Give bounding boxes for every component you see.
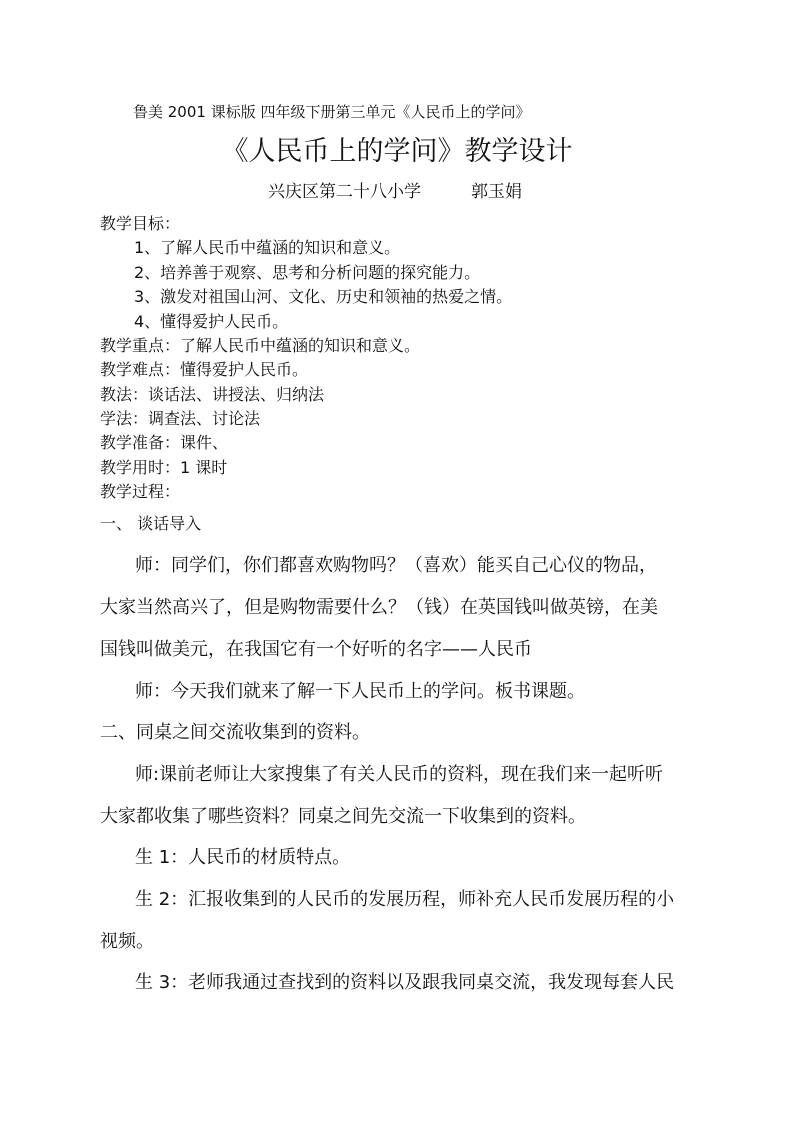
process-label: 教学过程： — [100, 482, 181, 501]
goal-item: 2、培养善于观察、思考和分析问题的探究能力。 — [134, 263, 481, 282]
paragraph-line: 师：今天我们就来了解一下人民币上的学问。板书课题。 — [135, 681, 585, 702]
school-name: 兴庆区第二十八小学 — [268, 182, 421, 202]
goal-item: 1、了解人民币中蕴涵的知识和意义。 — [134, 238, 401, 257]
paragraph-line: 师：同学们，你们都喜欢购物吗？（喜欢）能买自己心仪的物品， — [135, 555, 657, 576]
section-heading: 一、 谈话导入 — [100, 514, 202, 533]
paragraph-line: 生 2：汇报收集到的人民币的发展历程，师补充人民币发展历程的小 — [135, 889, 675, 910]
goals-label: 教学目标： — [100, 214, 181, 233]
document-title: 《人民币上的学问》教学设计 — [221, 136, 573, 167]
paragraph-line: 师:课前老师让大家搜集了有关人民币的资料，现在我们来一起听听 — [135, 764, 664, 785]
goal-item: 3、激发对祖国山河、文化、历史和领袖的热爱之情。 — [134, 287, 513, 306]
preparation: 教学准备：课件、 — [100, 433, 229, 452]
learning-method: 学法：调查法、讨论法 — [100, 409, 261, 428]
duration: 教学用时：1 课时 — [100, 458, 228, 477]
goal-item: 4、懂得爱护人民币。 — [134, 312, 289, 331]
paragraph-line: 大家都收集了哪些资料？同桌之间先交流一下收集到的资料。 — [100, 806, 586, 827]
difficult-point: 教学难点：懂得爱护人民币。 — [100, 360, 309, 379]
series-header: 鲁美 2001 课标版 四年级下册第三单元《人民币上的学问》 — [133, 103, 531, 121]
paragraph-line: 国钱叫做美元，在我国它有一个好听的名字——人民币 — [100, 639, 532, 660]
paragraph-line: 生 1：人民币的材质特点。 — [135, 847, 351, 868]
author-name: 郭玉娟 — [471, 182, 522, 202]
paragraph-line: 生 3：老师我通过查找到的资料以及跟我同桌交流，我发现每套人民 — [135, 972, 675, 993]
teaching-method: 教法：谈话法、讲授法、归纳法 — [100, 385, 325, 404]
paragraph-line: 大家当然高兴了，但是购物需要什么？（钱）在英国钱叫做英镑，在美 — [100, 597, 658, 618]
key-point: 教学重点：了解人民币中蕴涵的知识和意义。 — [100, 336, 421, 355]
section-heading: 二、同桌之间交流收集到的资料。 — [100, 722, 370, 743]
paragraph-line: 视频。 — [100, 931, 154, 952]
